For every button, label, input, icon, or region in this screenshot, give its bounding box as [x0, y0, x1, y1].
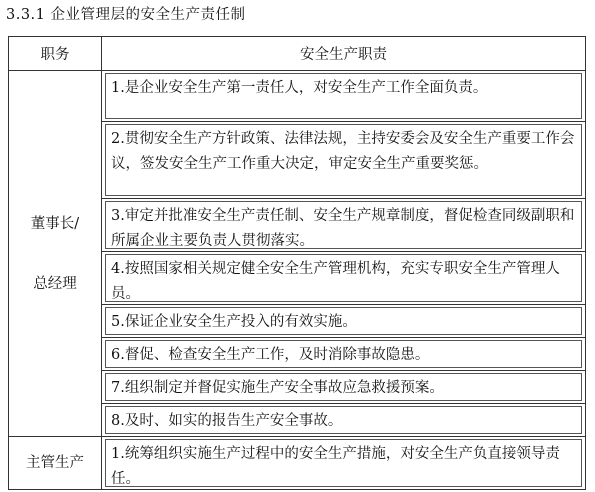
duty-text: 5.保证企业安全生产投入的有效实施。: [105, 307, 582, 335]
duty-item: [102, 252, 586, 305]
section-title: 3.3.1 企业管理层的安全生产责任制: [6, 7, 246, 23]
duty-item: [102, 371, 586, 404]
duty-item: [102, 404, 586, 437]
role-label-line2: 总经理: [33, 275, 77, 292]
role-label-production: 主管生产: [26, 455, 84, 471]
duty-text: 7.组织制定并督促实施生产安全事故应急救援预案。: [105, 373, 582, 401]
duty-text: 1.统筹组织实施生产过程中的安全生产措施，对安全生产负直接领导责任。: [105, 439, 582, 487]
duty-text: 3.审定并批准安全生产责任制、安全生产规章制度，督促检查同级副职和所属企业主要负责人贯彻落实。: [105, 201, 582, 249]
duty-item: [102, 122, 586, 199]
duty-item: [102, 305, 586, 338]
role-label-line1: 董事长/: [30, 215, 80, 232]
duty-text: 1.是企业安全生产第一责任人，对安全生产工作全面负责。: [105, 73, 582, 119]
duty-item: [102, 71, 586, 122]
header-role: 职务: [9, 37, 102, 71]
duty-item: [102, 199, 586, 252]
table-header-row: [9, 37, 586, 71]
duty-text: 6.督促、检查安全生产工作，及时消除事故隐患。: [105, 340, 582, 368]
header-duty: 安全生产职责: [102, 37, 586, 71]
duty-text: 8.及时、如实的报告生产安全事故。: [105, 406, 582, 434]
duty-item: [102, 338, 586, 371]
table-row: [9, 71, 586, 122]
duty-table: [8, 36, 586, 490]
duty-text: 4.按照国家相关规定健全安全生产管理机构，充实专职安全生产管理人员。: [105, 254, 582, 302]
role-cell-chairman: [9, 71, 102, 437]
duty-text: 2.贯彻安全生产方针政策、法律法规，主持安委会及安全生产重要工作会议，签发安全生产工作重大决定，审定安全生产重要奖惩。: [105, 124, 582, 196]
